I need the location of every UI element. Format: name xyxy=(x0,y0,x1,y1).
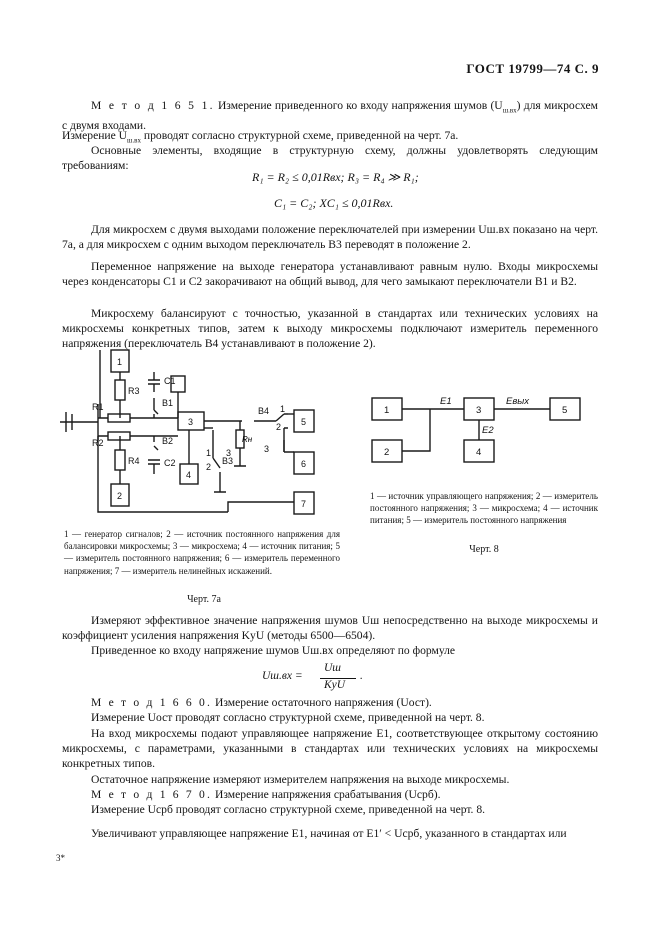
figure-7a-title: Черт. 7а xyxy=(187,594,221,605)
measure-sub: ш.вх xyxy=(127,136,141,145)
fig7a-label-c1: C1 xyxy=(164,376,176,386)
page-footer: 3* xyxy=(56,853,65,863)
fig8-label-e1: E1 xyxy=(440,396,452,407)
method-1651-text: Измерение приведенного ко входу напряжения шумов (U xyxy=(217,99,503,112)
p-1660-residual: Остаточное напряжение измеряют измерителем напряжения на выходе микросхемы. xyxy=(91,773,510,786)
fig7a-label-r2: R2 xyxy=(92,438,104,448)
fig7a-label-b4-1: 1 xyxy=(280,404,286,414)
fig7a-label-5: 5 xyxy=(301,417,307,427)
fig7a-label-b3: B3 xyxy=(222,456,234,466)
fig7a-label-b3-1: 1 xyxy=(206,448,212,458)
fig7a-label-3: 3 xyxy=(188,417,194,427)
generator-paragraph: Переменное напряжение на выходе генератора устанавливают равным нулю. Входы микросхемы через конденсаторы С1 и С2 закорачивают на общий вывод, для чего замыкают переключатели В1 и В2. xyxy=(62,260,598,288)
fig7a-label-b1: B1 xyxy=(162,398,174,408)
fig7a-label-2: 2 xyxy=(117,491,123,501)
fig7a-label-b2: B2 xyxy=(162,436,174,446)
fig7a-label-c2: C2 xyxy=(164,458,176,468)
fig7a-label-7: 7 xyxy=(301,499,307,509)
method-1651-sub: ш.вх xyxy=(502,106,517,115)
fig7a-label-rn: Rн xyxy=(242,435,253,444)
fig7a-label-b4: B4 xyxy=(258,406,270,416)
fig7a-label-r4: R4 xyxy=(128,456,140,466)
p-1670-measure: Измерение Uсрб проводят согласно структурной схеме, приведенной на черт. 8. xyxy=(91,803,486,816)
figure-8-caption: 1 — источник управляющего напряжения; 2 — измеритель постоянного напряжения; 3 — микросхема; 4 — источник питания; 5 — измеритель постоянного напряжения xyxy=(370,491,598,526)
page-header: ГОСТ 19799—74 С. 9 xyxy=(466,61,599,76)
fig8-label-eout: Eвых xyxy=(506,396,530,407)
formula-2: C₁ = C₂; XC₁ ≤ 0,01Rвх. xyxy=(274,196,394,210)
fig7a-label-r1: R1 xyxy=(92,402,104,412)
balance-paragraph: Микросхему балансируют с точностью, указанной в стандартах или технических условиях на микросхемы конкретных типов, затем к выходу микросхемы подключают измеритель переменного напряжения (переключатель В4 устанавливают в положение 2). xyxy=(62,307,598,350)
method-1660-text: Измерение остаточного напряжения (Uост). xyxy=(215,696,432,709)
method-1670-label: М е т о д 1 6 7 0. xyxy=(91,788,213,801)
measure-a: Измерение U xyxy=(62,129,128,142)
fig7a-label-b4-3: 3 xyxy=(264,444,270,454)
method-1670-text: Измерение напряжения срабатывания (Uсрб). xyxy=(215,788,441,801)
switches-paragraph: Для микросхем с двумя выходами положение переключателей при измерении Uш.вх показано на черт. 7а, а для микросхем с одним выходом переключатель В3 переводят в положение 2. xyxy=(62,223,598,251)
fig8-label-4: 4 xyxy=(476,447,482,458)
fig8-label-3: 3 xyxy=(476,405,482,416)
method-1651-label: М е т о д 1 6 5 1. xyxy=(91,99,215,112)
measure-b: проводят согласно структурной схеме, приведенной на черт. 7а. xyxy=(141,129,459,142)
fig8-label-1: 1 xyxy=(384,405,390,416)
effective-paragraph: Измеряют эффективное значение напряжения шумов Uш непосредственно на выходе микросхемы и коэффициент усиления напряжения KyU (методы 6500—6504). xyxy=(62,614,598,642)
figure-7a-caption: 1 — генератор сигналов; 2 — источник постоянного напряжения для балансировки микросхемы; 3 — микросхема; 4 — источник питания; 5 — измеритель постоянного напряжения; 6 — измеритель переменного напряжения; 7 — измеритель нелинейных искажений. xyxy=(64,529,340,576)
method-1660-paragraph xyxy=(62,695,598,710)
p-increase: Увеличивают управляющее напряжение E1, начиная от E1′ < Uсрб, указанного в стандартах или xyxy=(91,827,567,840)
figure-7a-diagram xyxy=(58,342,348,522)
fig7a-label-b3-3: 3 xyxy=(226,448,232,458)
fig8-label-e2: E2 xyxy=(482,425,494,436)
fig7a-label-b3-2: 2 xyxy=(206,462,212,472)
figure-8-title: Черт. 8 xyxy=(469,544,499,555)
p-1660-input: На вход микросхемы подают управляющее напряжение E1, соответствующее открытому состоянию микросхемы, с параметрами, указанными в стандартах или технических условиях на микросхемы конкретных типов. xyxy=(62,727,598,770)
fig8-label-5: 5 xyxy=(562,405,568,416)
formula-3-lhs: Uш.вх = xyxy=(262,670,303,682)
fig7a-label-4: 4 xyxy=(186,470,192,480)
method-1660-label: М е т о д 1 6 6 0. xyxy=(91,696,213,709)
fig7a-label-r3: R3 xyxy=(128,386,140,396)
figure-8-diagram xyxy=(368,392,604,472)
reduced-paragraph: Приведенное ко входу напряжение шумов Uш.вх определяют по формуле xyxy=(91,644,456,657)
elements-paragraph: Основные элементы, входящие в структурную схему, должны удовлетворять следующим требованиям: xyxy=(62,144,598,172)
fig7a-label-6: 6 xyxy=(301,459,307,469)
formula-3-den: KyU xyxy=(324,679,346,691)
method-1670-paragraph xyxy=(62,787,598,802)
fig7a-label-b4-2: 2 xyxy=(276,422,282,432)
method-1651-tail: ) для микросхем с двумя входами. xyxy=(62,99,599,133)
fig7a-label-1: 1 xyxy=(117,357,123,367)
fig8-label-2: 2 xyxy=(384,447,390,458)
formula-1: R₁ = R₂ ≤ 0,01Rвх; R₃ = R₄ ≫ R₁; xyxy=(252,170,419,184)
formula-3-num: Uш xyxy=(324,662,341,674)
p-1660-measure: Измерение Uост проводят согласно структурной схеме, приведенной на черт. 8. xyxy=(91,711,485,724)
formula-3-end: . xyxy=(360,670,363,682)
